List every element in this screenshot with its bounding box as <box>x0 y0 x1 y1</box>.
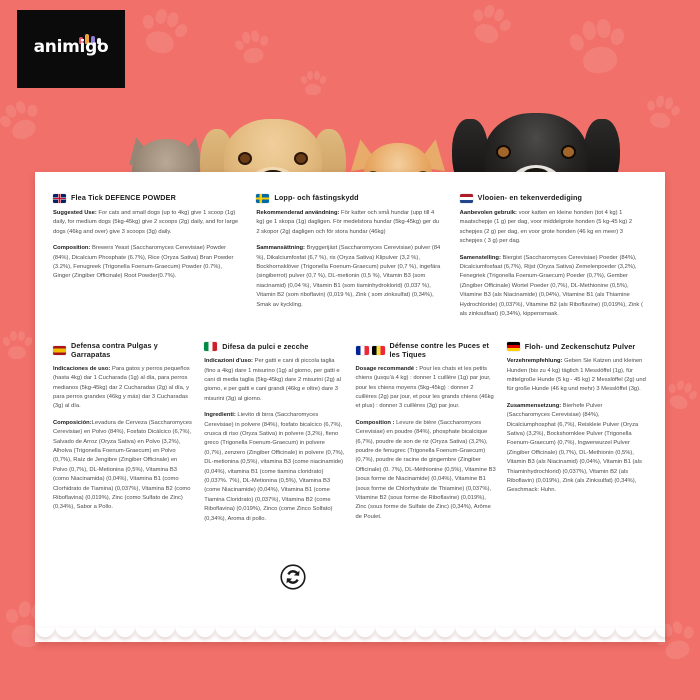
usage-text-nl: voor katten en kleine honden (tot 4 kg) 1 maatschepje (1 g) per dag, voor middelgrote honden (5 kg-45 kg) 2 schepjes (2 g) per dag, en voor grote honden (46 kg en meer) 3 schepjes ( 3 g) per dag. <box>459 210 633 245</box>
brand-logo <box>17 10 125 88</box>
usage-text-sv: För katter och små hundar (upp till 4 kg) ge 1 skopa (1g) dagligen. För medelstora hundar (5kg-45kg) ger du 2 skopor (2g) dagligen och för stora hundar (46kg) <box>256 210 440 235</box>
netherlands-flag-icon <box>460 194 473 203</box>
composition-label-fr: Composition : <box>355 419 395 426</box>
paw-print-icon <box>232 27 271 66</box>
language-section-sv <box>256 194 443 326</box>
language-row-top <box>53 194 647 326</box>
language-section-nl <box>460 194 647 326</box>
composition-text-it: Lievito di birra (Saccharomyces Cerevisiae) in polvere (84%), fosfato bicalcico (6,7%), crusca di riso (Oryza Sativa) in polvere (3,2%), fieno greco (Trigonella Foenum-Graecum) in polvere (0,7%), zenzero (Zingiber Officinale) in polvere (0,7%), DL-metionina (0,5%), vitamina B3 (come niacinamide) (0,04%), vitamina B1 (come tiamina cloridrato) (0,037%. 7%), DL-Metionina (0,5%), Vitamina B3 (come Niacinamide) (0,04%), Vitamina B1 (come Tiamina Cloridrato) (0,037%), Vitamina B2 (come Riboflavina) (0,019%), Zinco (come Zinco Solfato) (0,34%), Aroma di pollo. <box>204 412 345 522</box>
france-flag-icon <box>356 346 369 355</box>
composition-label-de: Zusammensetzung: <box>506 402 562 409</box>
usage-label-en: Suggested Use: <box>53 210 97 216</box>
language-heading-sv <box>256 194 443 203</box>
usage-paragraph-fr <box>356 365 496 412</box>
usage-paragraph-de <box>507 357 647 395</box>
language-row-bottom <box>53 342 647 531</box>
belgium-flag-icon <box>372 346 385 355</box>
usage-text-es: Para gatos y perros pequeños (hasta 4kg) dar 1 Cucharada (1g) al día, para perros medianos (5kg-45kg) dar 2 Cucharadas (2g) al día, y para perros grandes (46kg y más) dar 3 Cucharadas (3g) al día. <box>53 365 190 410</box>
language-section-en <box>53 194 240 326</box>
composition-paragraph-it <box>204 411 344 524</box>
composition-paragraph-sv <box>256 244 443 310</box>
language-section-es <box>53 342 193 531</box>
composition-label-sv: Sammansättning: <box>256 245 305 252</box>
usage-label-sv: Rekommenderad användning: <box>256 210 340 216</box>
usage-paragraph-es <box>53 365 193 412</box>
brand-wordmark: animigo <box>33 37 109 57</box>
language-heading-it <box>204 342 344 351</box>
language-heading-de <box>507 342 647 351</box>
language-title-it: Difesa da pulci e zecche <box>222 341 309 351</box>
usage-paragraph-en <box>53 209 240 237</box>
usage-paragraph-it <box>204 357 344 404</box>
usage-text-en: For cats and small dogs (up to 4kg) give 1 scoop (1g) daily, for medium dogs (5kg-45kg) give 2 scoops (2g) daily, and for large dogs (46kg and over) give 3 scoops (3g) daily. <box>53 210 239 235</box>
green-dot-recycling-icon <box>280 564 306 590</box>
language-title-de: Floh- und Zeckenschutz Pulver <box>524 341 636 351</box>
language-title-sv: Lopp- och fästingskydd <box>274 193 359 203</box>
language-heading-nl <box>460 194 647 203</box>
language-heading-fr <box>356 342 496 359</box>
language-title-es: Defensa contra Pulgas y Garrapatas <box>71 341 158 359</box>
paw-print-icon <box>464 0 515 50</box>
language-heading-es <box>53 342 193 359</box>
usage-text-fr: Pour les chats et les petits chiens (jusqu'à 4 kg) : donner 1 cuillère (1g) par jour, pour les chiens moyens (5kg-45kg) : donner 2 cuillères (2g) par jour, et pour les grands chiens (46kg et plus) : donner 3 cuillères (3g) par jour. <box>355 365 494 410</box>
composition-label-it: Ingredienti: <box>204 412 236 419</box>
composition-text-en: Brewers Yeast (Saccharomyces Cerevisiae) Powder (84%), Dicalcium Phosphate (6.7%), Rice (Oryza Sativa) Bran Powder (3.2%), Fenugreek (Trigonella Foenum-Graecum) Powder (0.7%), Ginger (Zingiber Officinale) Root Powder(0.7%). <box>53 245 234 280</box>
usage-label-it: Indicazioni d'uso: <box>204 358 253 365</box>
composition-text-de: Bierhefe Pulver (Saccharomyces Cerevisiae) (84%), Dicalciumphosphat (6,7%), Reiskleie Pulver (Oryza Sativa) (3,2%), Bockshornklee Pulver (Trigonella Foenum-Graecum) (0,7%), Ingwerwurzel Pulver (Zingiber Officinale) (0,7%), DL-Methionin (0,5%), Vitamin B3 (als Niacinamid) (0,04%), Vitamin B1 (als Thiaminhydrochlorid) (0,037%), Vitamin B2 (als Riboflavin) (0,019%), Zink (als Zinksulfat) (0,34%), Geschmack: Huhn. <box>506 402 642 494</box>
label-card <box>35 172 665 642</box>
paw-print-icon <box>2 330 32 360</box>
language-title-en: Flea Tick DEFENCE POWDER <box>71 193 176 203</box>
paw-print-icon <box>566 14 629 77</box>
composition-paragraph-de <box>507 402 647 496</box>
composition-paragraph-en <box>53 244 240 282</box>
language-title-nl: Vlooien- en tekenverdediging <box>477 193 583 203</box>
card-scalloped-edge <box>35 628 665 644</box>
composition-text-es: Levadura de Cerveza (Saccharomyces Cerevisiae) en Polvo (84%), Fosfato Dicálcico (6,7%), Salvado de Arroz (Oryza Sativa) en Polvo (3,2%), Alholva (Trigonella Foenum-Graecum) en Polvo (0,7%), Raíz de Jengibre (Zingiber Officinale) en Polvo (0,7%), DL-Metionina (0,5%), Vitamina B3 (como Niacinamida) (0,04%), Vitamina B1 (como Clorhidrato de Tiamina) (0,037%), Vitamina B2 (como Riboflavina) (0,019%), Zinc (como Sulfato de Zinc) (0,34%), Sabor a Pollo. <box>53 419 192 511</box>
germany-flag-icon <box>507 342 520 351</box>
composition-text-sv: Bryggerijäst (Saccharomyces Cerevisiae) pulver (84 %), Dikalciumfosfat (6,7 %), ris (Oryza Sativa) Klipulver (3,2 %), Bockhornsklöver (Trigonella Foenum-Graecum) pulver (0,7 %), ingefära (singiberrot) pulver (0,7 %), DL-metionin (0,5 %), Vitamin B3 (som niacinamid) (0,04 %), Vitamin B1 (som tiaminhydroklorid) (0,037 %), Vitamin B2 (som riboflavin) (0,019 %), Zink ( som zinksulfat) (0,34%), Smak av kyckling. <box>256 245 441 308</box>
composition-text-fr: Levure de bière (Saccharomyces Cerevisiae) en poudre (84%), phosphate bicalcique (6,7%), poudre de son de riz (Oryza Sativa) (3,2%), poudre de fenugrec (Trigonella Foenum-Graecum) (0,7%), poudre de racine de gingembre (Zingiber Officinale) (0. 7%), DL-Méthionine (0,5%), Vitamine B3 (sous forme de Niacinamide) (0,04%), Vitamine B1 (sous forme de Chlorhydrate de Thiamine) (0,037%), Vitamine B2 (sous forme de Riboflavine) (0,019%), Zinc (sous forme de Sulfate de Zinc) (0,34%), Arôme de Poulet. <box>355 419 496 520</box>
language-section-it <box>204 342 344 531</box>
usage-label-de: Verzehrempfehlung: <box>506 358 563 365</box>
usage-label-nl: Aanbevolen gebruik: <box>459 210 517 216</box>
usage-label-fr: Dosage recommandé : <box>355 365 418 372</box>
usage-text-de: Geben Sie Katzen und kleinen Hunden (bis zu 4 kg) täglich 1 Messlöffel (1g), für mittelgroße Hunde (5 kg - 45 kg) 2 Messlöffel (2g) und für große Hunde (46 kg und mehr) 3 Messlöffel (3g). <box>506 358 646 393</box>
language-section-de <box>507 342 647 531</box>
composition-label-nl: Samenstelling: <box>459 254 501 261</box>
composition-paragraph-fr <box>356 419 496 522</box>
language-section-fr <box>356 342 496 531</box>
french-belgian-flag-group <box>356 346 385 355</box>
paw-print-icon <box>300 70 326 96</box>
composition-label-es: Composición: <box>53 419 92 426</box>
spain-flag-icon <box>53 346 66 355</box>
language-heading-en <box>53 194 240 203</box>
italy-flag-icon <box>204 342 217 351</box>
sweden-flag-icon <box>256 194 269 203</box>
uk-flag-icon <box>53 194 66 203</box>
language-title-fr: Défense contre les Puces et les Tiques <box>389 341 490 359</box>
usage-paragraph-sv <box>256 209 443 237</box>
paw-print-icon <box>662 376 700 414</box>
composition-text-nl: Biergist (Saccharomyces Cerevisiae) Poeder (84%), Dicalciumfosfaat (6,7%), Rijst (Oryza Sativa) Zemelenpoeder (3,2%), Fenegriek (Trigonella Foenum-Graecum) Poeder (0,7%), Gember (Zingiber Officinale) Wortel Poeder (0,7%), DL-Methionine (0,5%), Vitamine B3 (als Niacinamide) (0,04%), Vitamine B1 (als Thiamine Hydrochloride) (0,037%), Vitamine B2 (als Riboflavine) (0,019%), Zink ( als zinksulfaat) (0,34%), kippensmaak. <box>459 254 643 317</box>
usage-paragraph-nl <box>460 209 647 247</box>
composition-paragraph-nl <box>460 254 647 320</box>
composition-paragraph-es <box>53 419 193 513</box>
paw-print-icon <box>135 3 191 59</box>
usage-text-it: Per gatti e cani di piccola taglia (fino a 4kg) dare 1 misurino (1g) al giorno, per gatti e cani di media taglia (5kg-45kg) dare 2 misurini (2g) al giorno, e per gatti e cani grandi (46kg e oltre) dare 3 misurini (3g) al giorno. <box>204 358 341 402</box>
usage-label-es: Indicaciones de uso: <box>53 365 111 372</box>
composition-label-en: Composition: <box>53 245 91 252</box>
